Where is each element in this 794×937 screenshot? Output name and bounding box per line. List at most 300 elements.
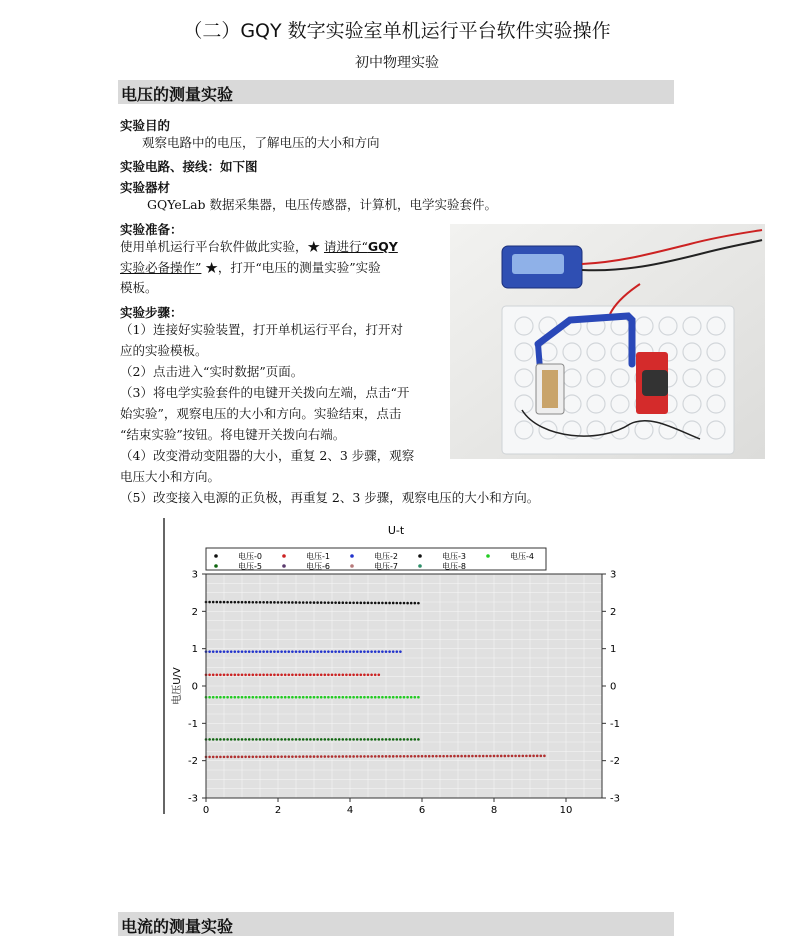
data-point [208, 738, 211, 741]
data-point [453, 755, 456, 758]
data-point [248, 696, 251, 699]
data-point [316, 755, 319, 758]
data-point [342, 696, 345, 699]
data-point [363, 674, 366, 677]
data-point [241, 601, 244, 604]
data-point [309, 601, 312, 604]
data-point [399, 738, 402, 741]
data-point [291, 696, 294, 699]
prep-text-1: 使用单机运行平台软件做此实验，★ [120, 239, 324, 254]
data-point [367, 650, 370, 653]
data-point [345, 601, 348, 604]
data-point [230, 650, 233, 653]
data-point [316, 738, 319, 741]
data-point [399, 602, 402, 605]
data-point [216, 601, 219, 604]
data-point [525, 755, 528, 758]
data-point [237, 756, 240, 759]
data-point [345, 738, 348, 741]
legend-marker [214, 554, 218, 558]
data-point [273, 755, 276, 758]
data-point [252, 696, 255, 699]
data-point [320, 674, 323, 677]
data-point [320, 650, 323, 653]
data-point [302, 696, 305, 699]
step-5: （5）改变接入电源的正负极，再重复 2、3 步骤，观察电压的大小和方向。 [120, 490, 540, 505]
data-point [345, 696, 348, 699]
step-3-line-b: 始实验”，观察电压的大小和方向。实验结束，点击 [120, 406, 402, 421]
data-point [288, 601, 291, 604]
data-point [259, 601, 262, 604]
data-point [360, 674, 363, 677]
data-point [284, 674, 287, 677]
data-point [288, 696, 291, 699]
legend-marker [350, 564, 354, 568]
data-point [252, 755, 255, 758]
data-point [248, 601, 251, 604]
x-tick-label: 6 [418, 805, 426, 816]
data-point [403, 696, 406, 699]
data-point [255, 755, 258, 758]
data-point [241, 650, 244, 653]
data-point [338, 650, 341, 653]
x-tick-label: 8 [490, 805, 498, 816]
data-point [464, 755, 467, 758]
data-point [219, 650, 222, 653]
data-point [252, 601, 255, 604]
data-point [295, 755, 298, 758]
data-point [306, 674, 309, 677]
data-point [374, 602, 377, 605]
data-point [266, 650, 269, 653]
data-point [208, 674, 211, 677]
data-point [270, 696, 273, 699]
data-point [316, 674, 319, 677]
data-point [374, 674, 377, 677]
data-point [507, 755, 510, 758]
data-point [313, 755, 316, 758]
data-point [313, 738, 316, 741]
data-point [385, 696, 388, 699]
data-point [324, 696, 327, 699]
data-point [478, 755, 481, 758]
data-point [421, 755, 424, 758]
legend-label: 电压-2 [374, 552, 398, 561]
data-point [237, 738, 240, 741]
data-point [212, 696, 215, 699]
data-point [374, 738, 377, 741]
data-point [356, 674, 359, 677]
data-series [205, 650, 402, 653]
document-subtitle: 初中物理实验 [355, 55, 439, 71]
data-point [363, 602, 366, 605]
data-point [360, 650, 363, 653]
steps-label: 实验步骤： [120, 305, 183, 320]
data-point [216, 650, 219, 653]
data-point [370, 755, 373, 758]
data-point [356, 696, 359, 699]
data-point [327, 601, 330, 604]
data-point [255, 674, 258, 677]
data-point [345, 674, 348, 677]
data-point [266, 601, 269, 604]
data-point [511, 755, 514, 758]
data-point [320, 696, 323, 699]
data-point [471, 755, 474, 758]
data-point [216, 696, 219, 699]
data-point [378, 755, 381, 758]
data-point [309, 755, 312, 758]
data-point [320, 738, 323, 741]
data-point [327, 650, 330, 653]
y-tick-label-right: -3 [610, 793, 620, 805]
data-point [489, 755, 492, 758]
data-point [316, 601, 319, 604]
data-point [439, 755, 442, 758]
data-point [248, 755, 251, 758]
y-tick-label-right: -2 [610, 756, 620, 768]
data-point [356, 650, 359, 653]
legend-label: 电压-6 [306, 562, 330, 571]
data-point [309, 738, 312, 741]
data-point [324, 755, 327, 758]
x-tick-label: 2 [274, 805, 282, 816]
data-point [385, 755, 388, 758]
data-point [349, 738, 352, 741]
data-point [234, 601, 237, 604]
data-point [460, 755, 463, 758]
step-3-line-c: “结束实验”按钮。将电键开关拨向右端。 [120, 427, 346, 442]
y-tick-label-left: 1 [191, 644, 198, 656]
data-point [212, 756, 215, 759]
data-point [234, 696, 237, 699]
data-point [295, 674, 298, 677]
data-point [417, 755, 420, 758]
data-point [529, 755, 532, 758]
legend-marker [418, 554, 422, 558]
data-point [324, 650, 327, 653]
data-point [327, 738, 330, 741]
prep-label: 实验准备： [120, 222, 183, 237]
data-point [259, 650, 262, 653]
data-point [288, 755, 291, 758]
data-point [273, 674, 276, 677]
data-point [316, 696, 319, 699]
data-point [338, 601, 341, 604]
data-point [284, 738, 287, 741]
data-point [230, 756, 233, 759]
data-point [273, 601, 276, 604]
data-point [342, 755, 345, 758]
data-point [226, 650, 229, 653]
data-point [259, 674, 262, 677]
data-point [255, 696, 258, 699]
data-point [417, 602, 420, 605]
data-point [378, 696, 381, 699]
data-point [370, 650, 373, 653]
data-point [244, 601, 247, 604]
data-point [288, 650, 291, 653]
data-point [406, 738, 409, 741]
data-point [392, 755, 395, 758]
data-point [248, 738, 251, 741]
data-point [298, 738, 301, 741]
data-point [345, 650, 348, 653]
data-point [324, 674, 327, 677]
data-point [352, 650, 355, 653]
data-point [277, 755, 280, 758]
data-point [338, 738, 341, 741]
data-point [288, 738, 291, 741]
step-2: （2）点击进入“实时数据”页面。 [120, 364, 304, 379]
data-point [504, 755, 507, 758]
data-point [309, 696, 312, 699]
data-point [349, 696, 352, 699]
data-point [388, 650, 391, 653]
data-point [356, 755, 359, 758]
data-point [514, 755, 517, 758]
data-point [212, 601, 215, 604]
data-point [219, 601, 222, 604]
data-point [327, 696, 330, 699]
y-tick-label-left: 0 [191, 681, 198, 693]
data-point [313, 674, 316, 677]
prep-link-gqy[interactable]: GQY [367, 239, 398, 254]
data-point [226, 756, 229, 759]
data-point [298, 674, 301, 677]
data-point [255, 738, 258, 741]
data-point [338, 696, 341, 699]
data-point [381, 755, 384, 758]
data-point [280, 696, 283, 699]
data-point [417, 738, 420, 741]
data-point [367, 755, 370, 758]
data-point [360, 738, 363, 741]
data-point [482, 755, 485, 758]
data-point [388, 696, 391, 699]
data-point [381, 650, 384, 653]
data-point [255, 650, 258, 653]
legend-label: 电压-5 [238, 562, 262, 571]
data-point [208, 601, 211, 604]
data-point [363, 696, 366, 699]
data-point [280, 601, 283, 604]
data-point [270, 738, 273, 741]
data-point [262, 601, 265, 604]
data-point [208, 756, 211, 759]
data-point [230, 696, 233, 699]
data-point [262, 650, 265, 653]
data-point [374, 696, 377, 699]
data-point [414, 602, 417, 605]
y-tick-label-right: 2 [610, 606, 617, 618]
step-1-line-a: （1）连接好实验装置，打开单机运行平台，打开对 [120, 322, 403, 337]
data-point [338, 674, 341, 677]
data-point [277, 674, 280, 677]
section-heading-voltage [118, 80, 674, 104]
data-point [316, 650, 319, 653]
data-point [356, 738, 359, 741]
data-point [392, 696, 395, 699]
y-tick-label-left: -1 [188, 718, 198, 730]
data-point [363, 650, 366, 653]
data-point [349, 674, 352, 677]
data-point [291, 755, 294, 758]
data-point [248, 650, 251, 653]
data-point [298, 696, 301, 699]
prep-line-2 [120, 258, 381, 278]
data-point [367, 738, 370, 741]
prep-link-part-2[interactable]: 实验必备操作” [120, 260, 202, 275]
y-tick-label-left: 3 [191, 569, 198, 581]
data-point [295, 738, 298, 741]
data-point [399, 755, 402, 758]
data-point [324, 738, 327, 741]
y-tick-label-right: -1 [610, 718, 620, 730]
data-point [259, 696, 262, 699]
data-point [403, 755, 406, 758]
purpose-text: 观察电路中的电压，了解电压的大小和方向 [142, 135, 380, 150]
legend-marker [282, 564, 286, 568]
data-point [273, 696, 276, 699]
data-point [399, 696, 402, 699]
data-point [345, 755, 348, 758]
chart-title: U-t [387, 524, 405, 537]
data-point [442, 755, 445, 758]
data-point [378, 602, 381, 605]
data-point [244, 696, 247, 699]
data-point [334, 601, 337, 604]
data-point [381, 696, 384, 699]
data-point [212, 738, 215, 741]
data-point [331, 674, 334, 677]
data-point [392, 738, 395, 741]
data-point [410, 738, 413, 741]
data-point [234, 756, 237, 759]
data-point [388, 602, 391, 605]
data-point [241, 738, 244, 741]
data-point [349, 650, 352, 653]
legend-marker [282, 554, 286, 558]
data-point [306, 650, 309, 653]
data-point [306, 601, 309, 604]
data-point [306, 755, 309, 758]
data-point [277, 696, 280, 699]
data-point [331, 696, 334, 699]
prep-link-part-1[interactable]: 请进行“ [323, 239, 368, 254]
data-point [392, 602, 395, 605]
data-point [486, 755, 489, 758]
data-point [262, 696, 265, 699]
data-point [252, 650, 255, 653]
data-point [406, 696, 409, 699]
data-point [334, 755, 337, 758]
step-4-line-b: 电压大小和方向。 [120, 469, 221, 484]
x-tick-label: 4 [346, 805, 354, 816]
data-point [367, 674, 370, 677]
data-point [234, 738, 237, 741]
data-point [237, 601, 240, 604]
data-point [424, 755, 427, 758]
data-point [331, 738, 334, 741]
data-point [536, 755, 539, 758]
section-heading-voltage-text: 电压的测量实验 [121, 85, 234, 104]
data-point [410, 602, 413, 605]
data-point [284, 696, 287, 699]
data-point [284, 601, 287, 604]
prep-text-2: ★，打开“电压的测量实验”实验 [201, 260, 381, 275]
data-point [226, 601, 229, 604]
data-point [262, 674, 265, 677]
data-point [223, 650, 226, 653]
legend-marker [350, 554, 354, 558]
data-point [428, 755, 431, 758]
data-point [277, 738, 280, 741]
data-point [532, 755, 535, 758]
data-point [212, 674, 215, 677]
data-point [280, 755, 283, 758]
data-point [414, 755, 417, 758]
step-3-line-a: （3）将电学实验套件的电键开关拨向左端，点击“开 [120, 385, 410, 400]
data-point [241, 696, 244, 699]
data-point [252, 674, 255, 677]
data-point [414, 738, 417, 741]
data-point [241, 674, 244, 677]
data-point [378, 738, 381, 741]
legend-label: 电压-7 [374, 562, 398, 571]
data-point [223, 696, 226, 699]
y-tick-label-left: -2 [188, 756, 198, 768]
data-point [352, 738, 355, 741]
data-point [208, 696, 211, 699]
data-point [334, 650, 337, 653]
data-point [360, 602, 363, 605]
data-point [352, 674, 355, 677]
data-point [493, 755, 496, 758]
data-point [226, 674, 229, 677]
circuit-label: 实验电路、接线：如下图 [120, 159, 258, 174]
data-point [234, 650, 237, 653]
data-point [475, 755, 478, 758]
data-point [291, 601, 294, 604]
equipment-label: 实验器材 [120, 180, 171, 195]
data-point [334, 738, 337, 741]
data-point [385, 738, 388, 741]
data-point [234, 674, 237, 677]
data-point [219, 756, 222, 759]
data-point [223, 601, 226, 604]
data-point [363, 755, 366, 758]
data-point [410, 755, 413, 758]
data-point [223, 738, 226, 741]
legend-label: 电压-1 [306, 552, 330, 561]
data-point [284, 650, 287, 653]
data-point [363, 738, 366, 741]
data-point [352, 601, 355, 604]
data-point [306, 696, 309, 699]
data-point [381, 738, 384, 741]
data-point [342, 601, 345, 604]
data-point [331, 755, 334, 758]
y-tick-label-left: -3 [188, 793, 198, 805]
legend-marker [418, 564, 422, 568]
data-point [432, 755, 435, 758]
data-point [216, 738, 219, 741]
data-point [349, 601, 352, 604]
y-tick-label-right: 1 [610, 644, 617, 656]
data-point [403, 602, 406, 605]
data-point [219, 696, 222, 699]
